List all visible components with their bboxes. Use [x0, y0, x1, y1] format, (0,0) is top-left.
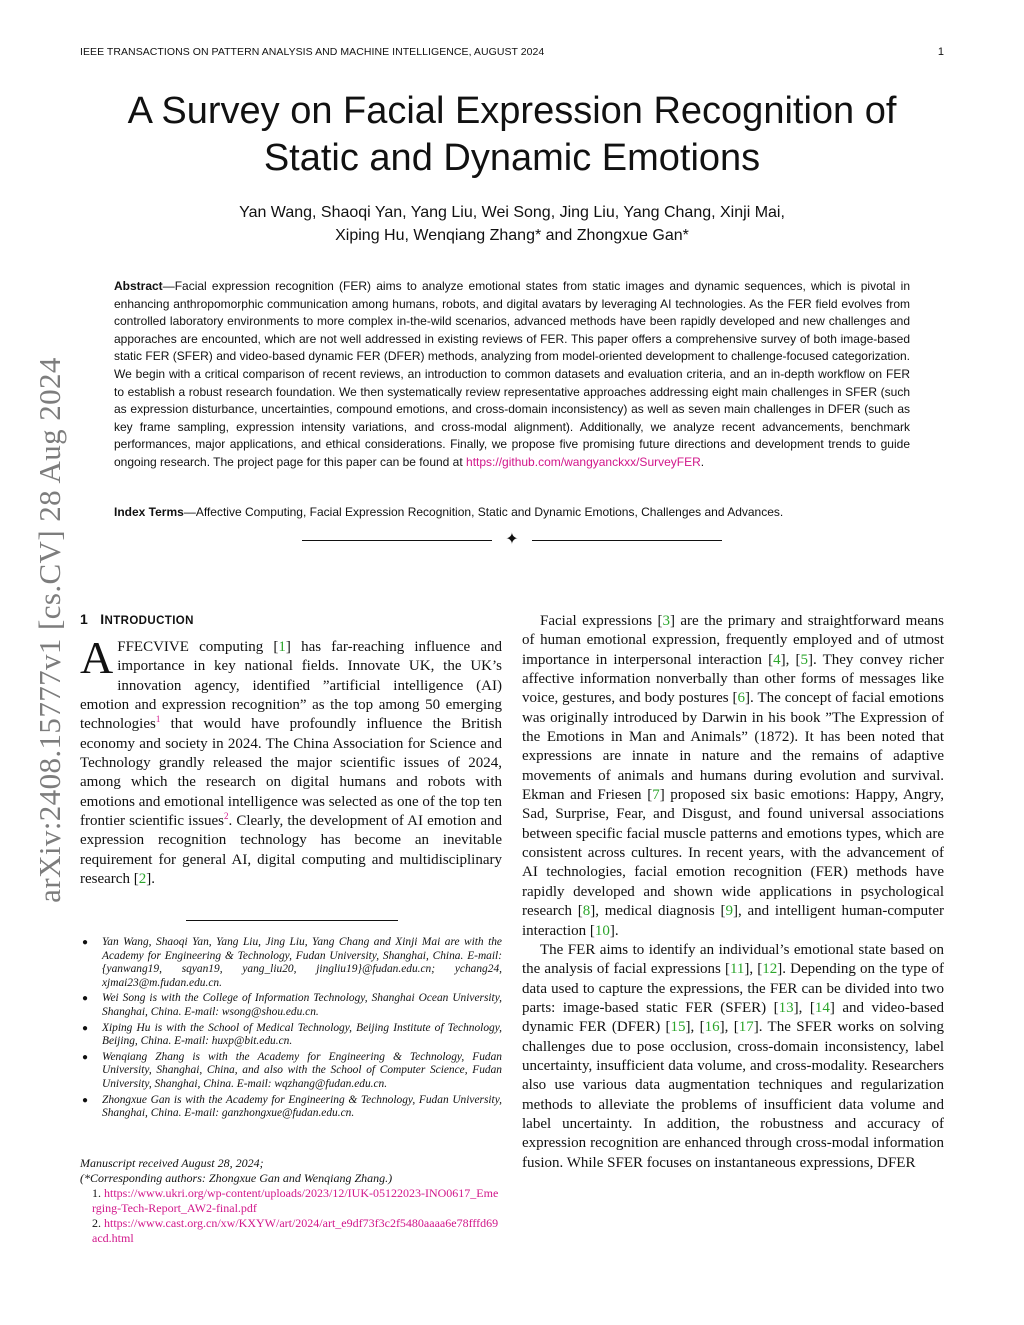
affiliation-item: [80, 1094, 502, 1121]
title-line-1: A Survey on Facial Expression Recognition of: [127, 90, 897, 132]
text-span: ]. Depending on the type of data used to capture the expressions, the FER can be divided into two parts: image-based static FER (SFER) [: [522, 961, 944, 1016]
footnote-2-link[interactable]: https://www.cast.org.cn/xw/KXYW/art/2024/art_e9df73f3c2f5480aaaa6e78fffd69acd.html: [92, 1216, 499, 1245]
bullet-icon: ●: [82, 993, 89, 1005]
citation-link[interactable]: 7: [652, 787, 660, 804]
citation-link[interactable]: 16: [704, 1019, 720, 1036]
text-span: . Clearly, the development of AI emotion and expression recognition technology has become an inevitable requirement for general AI, digital computing and multidisciplinary research [: [80, 813, 502, 888]
text-span: ], medical diagnosis [: [590, 903, 726, 920]
bullet-icon: ●: [82, 1051, 89, 1063]
intro-left-column: [80, 632, 502, 889]
citation-link[interactable]: 13: [778, 999, 794, 1016]
text-span: ].: [146, 871, 155, 888]
divider-rule-right: [532, 540, 722, 541]
citation-link[interactable]: 17: [738, 1019, 754, 1036]
text-span: ].: [609, 922, 619, 939]
citation-link[interactable]: 9: [725, 903, 733, 920]
authors-line-2: Xiping Hu, Wenqiang Zhang* and Zhongxue Gan*: [335, 227, 689, 244]
citation-link[interactable]: 3: [662, 613, 670, 629]
citation-link[interactable]: 14: [814, 999, 830, 1016]
abstract-end: .: [700, 454, 705, 469]
footnote-2: [80, 1216, 502, 1246]
text-span: ]. The concept of facial emotions was originally introduced by Darwin in his book ”The Expression of the Emotions in Man and Animals” (1872). It has been noted that expressions are innate in nature and the remains of adaptive movements of animals and humans during evolution and survival. Ekman and Friesen [: [522, 690, 944, 804]
citation-link[interactable]: 6: [737, 690, 746, 707]
project-page-link[interactable]: https://github.com/wangyanckxx/SurveyFER: [466, 454, 701, 469]
affiliation-item: [80, 1022, 502, 1049]
citation-link[interactable]: 4: [773, 651, 781, 668]
arxiv-identifier-stamp: arXiv:2408.15777v1 [cs.CV] 28 Aug 2024: [32, 357, 67, 903]
footnote-rule: [186, 920, 398, 921]
bullet-icon: ●: [82, 1022, 89, 1034]
affiliation-text: Yan Wang, Shaoqi Yan, Yang Liu, Jing Liu, Yang Chang and Xinji Mai are with the Academy for Engineering & Technology, Fudan University, Shanghai, China. E-mail: {yanwang19, sqyan19, yang_liu20, jingliu19}@fudan.edu.cn; ychang24, xjmai23@m.fudan.edu.cn.: [102, 936, 502, 989]
citation-link[interactable]: 12: [762, 961, 778, 978]
page-number: 1: [937, 46, 944, 58]
footnote-marker[interactable]: 1: [155, 714, 161, 725]
bullet-icon: ●: [82, 937, 89, 948]
intro-paragraph-3: [522, 941, 944, 1173]
intro-paragraph-2: [522, 612, 944, 941]
text-span: ], and intelligent human-computer interaction [: [522, 903, 944, 939]
affiliation-item: [80, 992, 502, 1019]
index-terms-text: —Affective Computing, Facial Expression Recognition, Static and Dynamic Emotions, Challenges and Advances.: [183, 505, 784, 519]
intro-paragraph-1: [80, 632, 502, 889]
text-span: ], [: [793, 999, 815, 1016]
citation-link[interactable]: 10: [594, 922, 610, 939]
citation-link[interactable]: 15: [670, 1019, 686, 1036]
affiliation-item: [80, 1051, 502, 1092]
citation-link[interactable]: 1: [278, 639, 286, 655]
affiliation-text: Wenqiang Zhang is with the Academy for Engineering & Technology, Fudan University, Shanghai, China, and also with the School of Computer Science, Fudan University, Shanghai, China. E-mail: wqzhang@fudan.edu.cn.: [102, 1050, 502, 1090]
footnote-1: [80, 1186, 502, 1216]
footnotes: [80, 1156, 502, 1246]
drop-cap: A: [80, 632, 114, 683]
index-terms: [114, 504, 910, 521]
text-span: ], [: [719, 1019, 739, 1036]
affiliation-text: Zhongxue Gan is with the Academy for Engineering & Technology, Fudan University, Shanghai, China. E-mail: ganzhongxue@fudan.edu.cn.: [102, 1093, 502, 1120]
abstract: [114, 278, 910, 472]
section-divider: [0, 530, 1024, 550]
footnote-number: 1.: [92, 1186, 104, 1200]
author-affiliations: [80, 936, 502, 1123]
text-span: ]. They convey richer affective information nonverbally than other forms of messages like voice, gestures, and body postures [: [522, 651, 944, 707]
section-heading-introduction: [80, 611, 194, 627]
text-span: Facial expressions [: [540, 613, 663, 629]
citation-link[interactable]: 2: [138, 871, 147, 888]
text-span: ] are the primary and straightforward means of human emotional expression, frequently employed and of utmost importance in interpersonal interaction [: [522, 613, 945, 668]
section-title-rest: NTRODUCTION: [104, 615, 194, 627]
intro-right-column: [522, 612, 944, 1173]
manuscript-received: Manuscript received August 28, 2024;: [80, 1156, 264, 1170]
author-list: [100, 201, 924, 247]
section-number: 1: [80, 611, 89, 627]
section-title-initial: I: [100, 611, 105, 627]
footnote-number: 2.: [92, 1216, 104, 1230]
bullet-icon: ●: [82, 1094, 89, 1106]
running-header: IEEE TRANSACTIONS ON PATTERN ANALYSIS AND MACHINE INTELLIGENCE, AUGUST 2024: [80, 46, 545, 58]
divider-ornament-icon: ✦: [505, 531, 519, 548]
affiliation-text: Wei Song is with the College of Information Technology, Shanghai Ocean University, Shanghai, China. E-mail: wsong@shou.edu.cn.: [102, 992, 502, 1018]
text-span: ] and video-based dynamic FER (DFER) [: [522, 999, 944, 1036]
footnote-1-link[interactable]: https://www.ukri.org/wp-content/uploads/2023/12/IUK-05122023-INO0617_Emerging-Tech-Report_AW2-final.pdf: [92, 1186, 499, 1215]
citation-link[interactable]: 8: [582, 903, 591, 920]
text-span: ], [: [744, 961, 763, 978]
text-span: ] proposed six basic emotions: Happy, Angry, Sad, Surprise, Fear, and Disgust, and found universal associations between specific facial muscle patterns and emotions types, which are consistent across cultures. In recent years, with the advancement of AI technologies, facial emotion recognition (FER) methods have rapidly developed and shown wide applications in psychological research [: [522, 787, 944, 920]
citation-link[interactable]: 5: [800, 651, 808, 668]
citation-link[interactable]: 11: [729, 961, 745, 978]
text-span: FFECVIVE computing [: [117, 639, 279, 655]
text-span: that would have profoundly influence the British economy and society in 2024. The China Association for Science and Technology grandly released the major scientific issues of 2024, among which the research on digital humans and robots with emotions and emotional intelligence was selected as one of the top ten frontier scientific issues: [80, 716, 502, 830]
affiliation-item: [80, 936, 502, 990]
divider-rule-left: [302, 540, 492, 541]
affiliation-text: Xiping Hu is with the School of Medical Technology, Beijing Institute of Technology, Beijing, China. E-mail: huxp@bit.edu.cn.: [102, 1021, 502, 1048]
authors-line-1: Yan Wang, Shaoqi Yan, Yang Liu, Wei Song, Jing Liu, Yang Chang, Xinji Mai,: [239, 204, 785, 221]
footnote-marker[interactable]: 2: [224, 811, 229, 822]
corresponding-authors: (*Corresponding authors: Zhongxue Gan and Wenqiang Zhang.): [80, 1171, 393, 1185]
text-span: ]. The SFER works on solving challenges due to pose occlusion, cross-domain inconsistency, label uncertainty, insufficient data volume, and cross-modality. Researchers also use various data augmentation techniques and regularization methods to alleviate the problems of insufficient data volume and label uncertainty. In addition, the robustness and accuracy of expression recognition are enhanced through cross-modal information fusion. While SFER focuses on instantaneous expressions, DFER: [522, 1019, 944, 1171]
text-span: The FER aims to identify an individual’s emotional state based on the analysis of facial expressions [: [522, 941, 944, 978]
abstract-label: Abstract: [114, 279, 163, 293]
text-span: ], [: [685, 1019, 705, 1036]
paper-title: [60, 88, 964, 182]
abstract-text: —Facial expression recognition (FER) aims to analyze emotional states from static images and dynamic sequences, which is pivotal in enhancing anthropomorphic communication among humans, robots, and digital avatars by leveraging AI technologies. As the FER field evolves from controlled laboratory environments to more complex in-the-wild scenarios, advanced methods have been rapidly developed and new challenges and apporaches are encounted, which are not well addressed in existing reviews of FER. This paper offers a comprehensive survey of both image-based static FER (SFER) and video-based dynamic FER (DFER) methods, analyzing from model-oriented development to challenge-focused categorization. We begin with a critical comparison of recent reviews, an introduction to common datasets and evaluation criteria, and an in-depth workflow on FER to establish a robust research foundation. We then systematically review representative approaches addressing eight main challenges in SFER (such as expression disturbance, uncertainties, compound emotions, and cross-domain inconsistency) as well as seven main challenges in DFER (such as key frame sampling, expression intensity variations, and cross-modal alignment). Additionally, we analyze recent advancements, benchmark performances, major applications, and ethical considerations. Finally, we propose five promising future directions and development trends to guide ongoing research. The project page for this paper can be found at: [114, 279, 910, 469]
text-span: ] has far-reaching influence and importance in key national fields. Innovate UK, the UK’s innovation agency, identified ”artificial intelligence (AI) emotion and expression recognition” as the top among 50 emerging technologies: [80, 639, 502, 733]
index-terms-label: Index Terms: [114, 505, 184, 519]
text-span: ], [: [780, 651, 801, 668]
title-line-2: Static and Dynamic Emotions: [263, 137, 761, 179]
